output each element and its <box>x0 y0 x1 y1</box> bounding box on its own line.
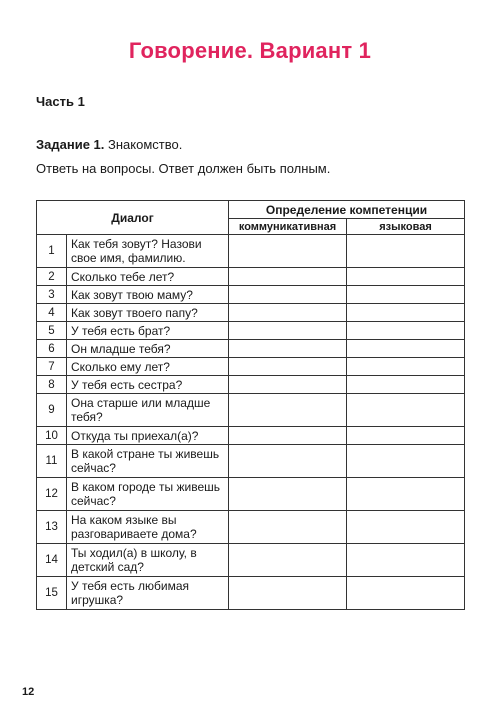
question-cell: Откуда ты приехал(а)? <box>67 427 229 445</box>
page-number: 12 <box>22 686 35 698</box>
row-number: 5 <box>37 322 67 340</box>
communicative-cell[interactable] <box>229 358 347 376</box>
table-row <box>37 235 465 268</box>
linguistic-cell[interactable] <box>347 577 465 610</box>
row-number: 15 <box>37 577 67 610</box>
table-row <box>37 577 465 610</box>
question-cell: Сколько тебе лет? <box>67 268 229 286</box>
table-row <box>37 268 465 286</box>
communicative-header: коммуникативная <box>229 219 347 235</box>
table-row <box>37 286 465 304</box>
row-number: 10 <box>37 427 67 445</box>
question-cell: Он младше тебя? <box>67 340 229 358</box>
task-heading <box>36 137 182 152</box>
communicative-cell[interactable] <box>229 235 347 268</box>
question-cell: Как зовут твоего папу? <box>67 304 229 322</box>
communicative-cell[interactable] <box>229 445 347 478</box>
row-number: 12 <box>37 478 67 511</box>
page-title: Говорение. Вариант 1 <box>128 38 372 63</box>
question-cell: У тебя есть любимая игрушка? <box>67 577 229 610</box>
question-cell: У тебя есть сестра? <box>67 376 229 394</box>
communicative-cell[interactable] <box>229 376 347 394</box>
table-row <box>37 427 465 445</box>
competence-header: Определение компетенции <box>229 201 465 219</box>
row-number: 1 <box>37 235 67 268</box>
question-cell: У тебя есть брат? <box>67 322 229 340</box>
row-number: 3 <box>37 286 67 304</box>
linguistic-cell[interactable] <box>347 235 465 268</box>
linguistic-cell[interactable] <box>347 322 465 340</box>
table-row <box>37 376 465 394</box>
linguistic-cell[interactable] <box>347 358 465 376</box>
communicative-cell[interactable] <box>229 577 347 610</box>
linguistic-cell[interactable] <box>347 544 465 577</box>
part-heading: Часть 1 <box>36 94 85 109</box>
linguistic-cell[interactable] <box>347 394 465 427</box>
question-cell: В каком городе ты живешь сейчас? <box>67 478 229 511</box>
table-row <box>37 340 465 358</box>
linguistic-cell[interactable] <box>347 427 465 445</box>
linguistic-header: языковая <box>347 219 465 235</box>
dialog-header: Диалог <box>37 201 229 235</box>
task-instruction: Ответь на вопросы. Ответ должен быть полным. <box>36 161 331 176</box>
table-row <box>37 511 465 544</box>
question-cell: Она старше или младше тебя? <box>67 394 229 427</box>
table-row <box>37 544 465 577</box>
communicative-cell[interactable] <box>229 544 347 577</box>
linguistic-cell[interactable] <box>347 376 465 394</box>
table-row <box>37 304 465 322</box>
question-cell: В какой стране ты живешь сейчас? <box>67 445 229 478</box>
competence-table <box>36 200 465 610</box>
communicative-cell[interactable] <box>229 340 347 358</box>
row-number: 2 <box>37 268 67 286</box>
row-number: 11 <box>37 445 67 478</box>
linguistic-cell[interactable] <box>347 268 465 286</box>
linguistic-cell[interactable] <box>347 511 465 544</box>
row-number: 6 <box>37 340 67 358</box>
table-row <box>37 445 465 478</box>
row-number: 8 <box>37 376 67 394</box>
linguistic-cell[interactable] <box>347 304 465 322</box>
communicative-cell[interactable] <box>229 286 347 304</box>
table-row <box>37 478 465 511</box>
question-cell: Ты ходил(а) в школу, в детский сад? <box>67 544 229 577</box>
question-cell: На каком языке вы разговариваете дома? <box>67 511 229 544</box>
communicative-cell[interactable] <box>229 304 347 322</box>
linguistic-cell[interactable] <box>347 286 465 304</box>
linguistic-cell[interactable] <box>347 340 465 358</box>
communicative-cell[interactable] <box>229 394 347 427</box>
linguistic-cell[interactable] <box>347 445 465 478</box>
task-name: Знакомство. <box>104 137 183 152</box>
communicative-cell[interactable] <box>229 427 347 445</box>
table-row <box>37 394 465 427</box>
linguistic-cell[interactable] <box>347 478 465 511</box>
task-label: Задание 1. <box>36 137 105 152</box>
question-cell: Сколько ему лет? <box>67 358 229 376</box>
communicative-cell[interactable] <box>229 322 347 340</box>
communicative-cell[interactable] <box>229 478 347 511</box>
table-row <box>37 322 465 340</box>
communicative-cell[interactable] <box>229 268 347 286</box>
table-row <box>37 358 465 376</box>
row-number: 7 <box>37 358 67 376</box>
row-number: 13 <box>37 511 67 544</box>
row-number: 14 <box>37 544 67 577</box>
question-cell: Как зовут твою маму? <box>67 286 229 304</box>
communicative-cell[interactable] <box>229 511 347 544</box>
row-number: 9 <box>37 394 67 427</box>
row-number: 4 <box>37 304 67 322</box>
question-cell: Как тебя зовут? Назови свое имя, фамилию. <box>67 235 229 268</box>
